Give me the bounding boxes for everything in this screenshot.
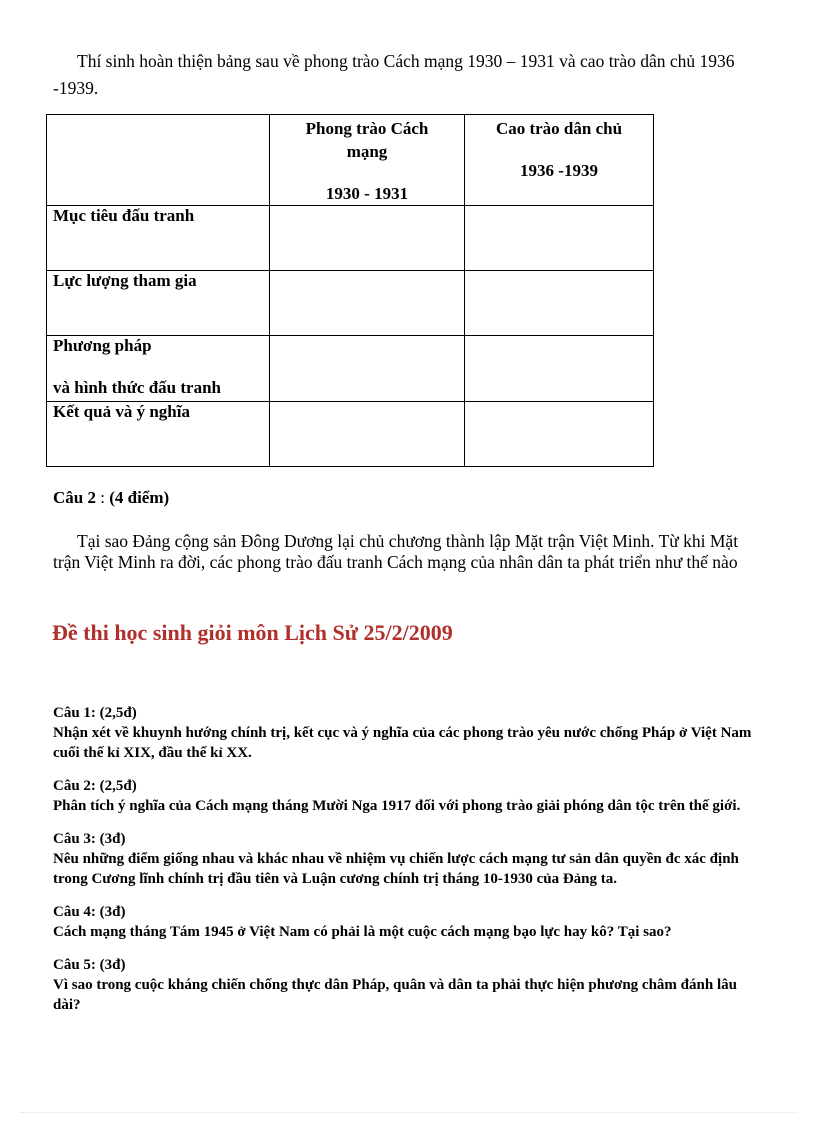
exam-question-list	[53, 703, 753, 1028]
table-row	[47, 336, 654, 402]
list-item	[53, 829, 753, 889]
answer-cell	[465, 336, 654, 402]
table-corner-cell	[47, 115, 270, 206]
answer-cell	[465, 271, 654, 336]
question-body: Nhận xét về khuynh hướng chính trị, kết cục và ý nghĩa của các phong trào yêu nước chống Pháp ở Việt Nam cuối thế kỉ XIX, đầu thế kỉ XX.	[53, 725, 752, 761]
table-row	[47, 206, 654, 271]
question-2-heading	[53, 488, 169, 508]
row-label-cell	[47, 336, 270, 402]
column-header-title: Cao trào dân chủ	[495, 119, 623, 138]
question-2-points: (4 điểm)	[109, 488, 170, 507]
question-heading: Câu 2: (2,5đ)	[53, 778, 137, 794]
table-row	[47, 402, 654, 467]
column-header-1930	[270, 115, 465, 206]
row-label: Phương pháp	[53, 336, 152, 355]
question-body: Vì sao trong cuộc kháng chiến chống thực dân Pháp, quân và dân ta phải thực hiện phương châm đánh lâu dài?	[53, 977, 737, 1013]
row-label-continued: và hình thức đấu tranh	[53, 378, 221, 397]
question-heading: Câu 3: (3đ)	[53, 831, 126, 847]
row-label: Mục tiêu đấu tranh	[53, 206, 195, 225]
question-body: Phân tích ý nghĩa của Cách mạng tháng Mười Nga 1917 đối với phong trào giải phóng dân tộc trên thế giới.	[53, 798, 741, 814]
column-header-title: Phong trào Cách mạng	[305, 119, 429, 161]
question-heading: Câu 4: (3đ)	[53, 904, 126, 920]
answer-cell	[270, 206, 465, 271]
row-label: Lực lượng tham gia	[53, 271, 197, 290]
row-label-cell	[47, 206, 270, 271]
question-2-separator: :	[95, 488, 110, 507]
question-2-text: Tại sao Đảng cộng sản Đông Dương lại chủ chương thành lập Mặt trận Việt Minh. Từ khi Mặt trận Việt Minh ra đời, các phong trào đấu tranh Cách mạng của nhân dân ta phát triển như thế nào	[53, 531, 739, 572]
row-label: Kết quả và ý nghĩa	[53, 402, 190, 421]
intro-paragraph: Thí sinh hoàn thiện bảng sau về phong trào Cách mạng 1930 – 1931 và cao trào dân chủ 1936 -1939.	[53, 51, 735, 98]
list-item	[53, 776, 753, 816]
row-label-cell	[47, 271, 270, 336]
answer-cell	[465, 206, 654, 271]
answer-cell	[270, 402, 465, 467]
column-header-1936	[465, 115, 654, 206]
answer-cell	[465, 402, 654, 467]
list-item	[53, 703, 753, 763]
question-heading: Câu 1: (2,5đ)	[53, 705, 137, 721]
question-heading: Câu 5: (3đ)	[53, 957, 126, 973]
column-header-year: 1936 -1939	[520, 161, 598, 180]
column-header-year: 1930 - 1931	[325, 184, 409, 203]
table-row	[47, 271, 654, 336]
page-bottom-divider	[20, 1112, 796, 1113]
exam-title: Đề thi học sinh giỏi môn Lịch Sử 25/2/2009	[52, 620, 453, 645]
question-2-label: Câu 2	[53, 488, 96, 507]
list-item	[53, 902, 753, 942]
answer-cell	[270, 271, 465, 336]
row-label-cell	[47, 402, 270, 467]
question-body: Cách mạng tháng Tám 1945 ở Việt Nam có phải là một cuộc cách mạng bạo lực hay kô? Tại sao?	[53, 924, 672, 940]
list-item	[53, 955, 753, 1015]
question-body: Nêu những điểm giống nhau và khác nhau về nhiệm vụ chiến lược cách mạng tư sản dân quyền đc xác định trong Cương lĩnh chính trị đầu tiên và Luận cương chính trị tháng 10-1930 của Đảng ta.	[53, 851, 739, 887]
answer-cell	[270, 336, 465, 402]
table-header-row	[47, 115, 654, 206]
comparison-table	[46, 114, 654, 467]
